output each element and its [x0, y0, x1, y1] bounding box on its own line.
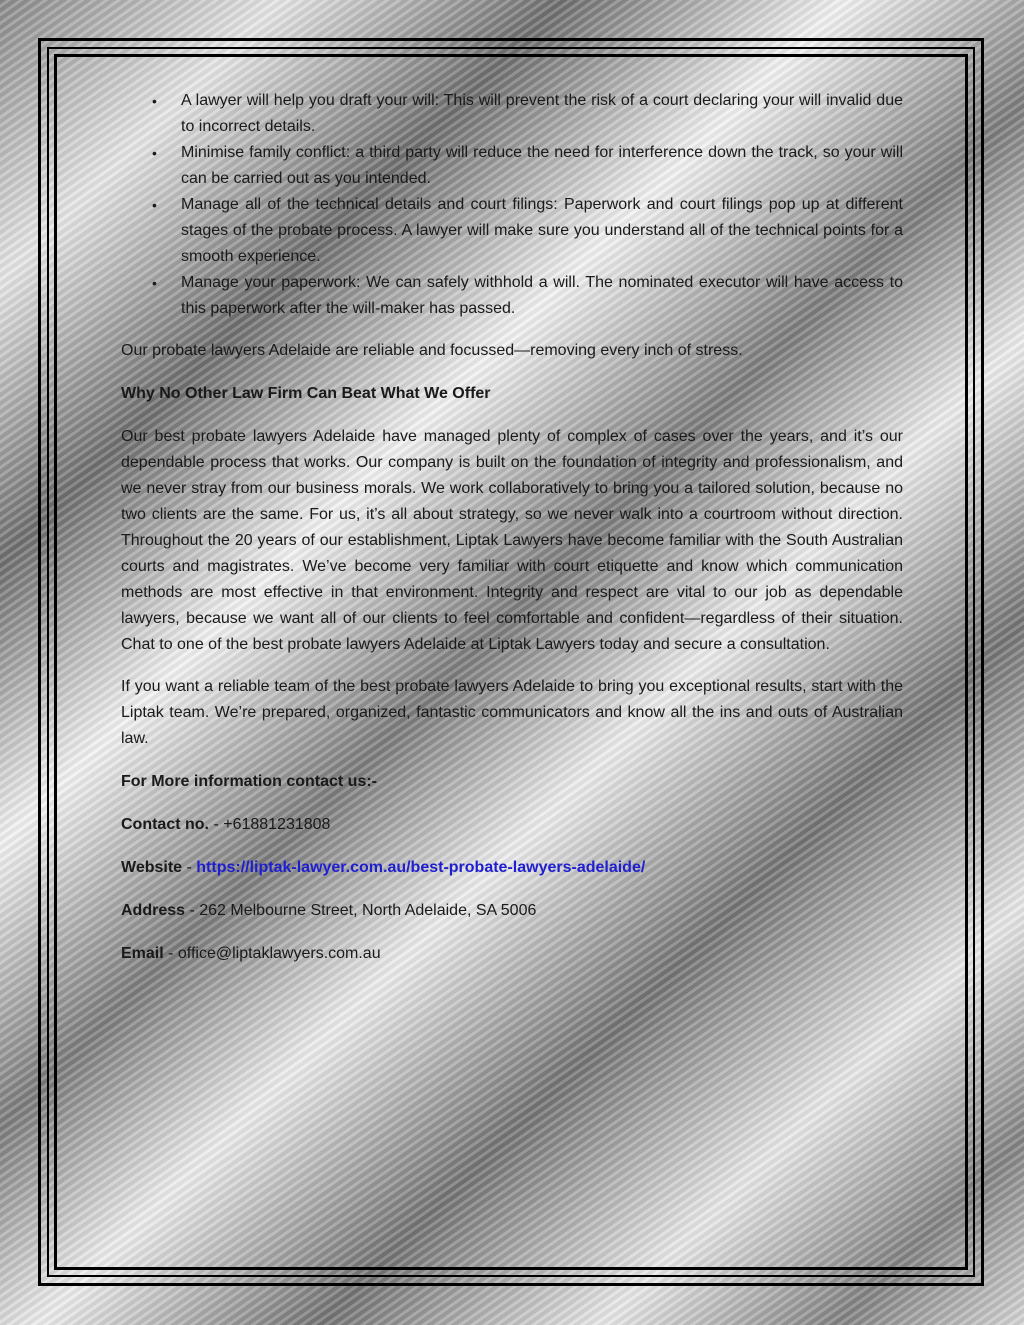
list-item-text: A lawyer will help you draft your will: This will prevent the risk of a court declaring your will invalid due to incorrect details. [181, 92, 903, 135]
website-link[interactable]: https://liptak-lawyer.com.au/best-probate-lawyers-adelaide/ [196, 859, 646, 876]
section-heading: Why No Other Law Firm Can Beat What We Offer [121, 385, 491, 402]
list-item-text: Minimise family conflict: a third party will reduce the need for interference down the track, so your will can be carried out as you intended. [181, 144, 903, 187]
email-label: Email [121, 945, 164, 962]
email-address[interactable]: office@liptaklawyers.com.au [177, 945, 381, 962]
contact-intro [121, 769, 903, 795]
document-body [121, 88, 903, 967]
separator: - [182, 859, 197, 876]
bullet-icon: • [152, 275, 157, 291]
list-item-text: Manage all of the technical details and court filings: Paperwork and court filings pop up at different stages of the probate process. A lawyer will make sure you understand all of the technical points for a smooth experience. [181, 196, 903, 265]
contact-phone [121, 812, 903, 838]
contact-website [121, 855, 903, 881]
bullet-icon: • [152, 145, 157, 161]
separator: - [209, 816, 224, 833]
bullet-icon: • [152, 93, 157, 109]
summary-paragraph: Our probate lawyers Adelaide are reliable and focussed—removing every inch of stress. [121, 342, 743, 359]
list-item [121, 270, 903, 322]
closing-paragraph: If you want a reliable team of the best probate lawyers Adelaide to bring you exceptional results, start with the Liptak team. We’re prepared, organized, fantastic communicators and know all the ins and outs of Australian law. [121, 678, 903, 747]
body-paragraph: Our best probate lawyers Adelaide have managed plenty of complex of cases over the years, and it’s our dependable process that works. Our company is built on the foundation of integrity and professionalism, and we never stray from our business morals. We work collaboratively to bring you a tailored solution, because no two clients are the same. For us, it’s all about strategy, so we never walk into a courtroom without direction. Throughout the 20 years of our establishment, Liptak Lawyers have become familiar with the South Australian courts and magistrates. We’ve become very familiar with court etiquette and know which communication methods are most effective in that environment. Integrity and respect are vital to our job as dependable lawyers, because we want all of our clients to feel comfortable and confident—regardless of their situation. Chat to one of the best probate lawyers Adelaide at Liptak Lawyers today and secure a consultation. [121, 428, 903, 653]
address-text: 262 Melbourne Street, North Adelaide, SA 5006 [199, 902, 537, 919]
list-item [121, 140, 903, 192]
contact-email [121, 941, 903, 967]
website-label: Website [121, 859, 183, 876]
separator: - [185, 902, 200, 919]
contact-address [121, 898, 903, 924]
list-item [121, 88, 903, 140]
benefits-list [121, 88, 903, 322]
contact-intro-text: For More information contact us:- [121, 773, 377, 790]
separator: - [163, 945, 178, 962]
list-item-text: Manage your paperwork: We can safely withhold a will. The nominated executor will have access to this paperwork after the will-maker has passed. [181, 274, 903, 317]
list-item [121, 192, 903, 270]
phone-label: Contact no. [121, 816, 209, 833]
phone-number[interactable]: +61881231808 [223, 816, 331, 833]
address-label: Address [121, 902, 186, 919]
bullet-icon: • [152, 197, 157, 213]
